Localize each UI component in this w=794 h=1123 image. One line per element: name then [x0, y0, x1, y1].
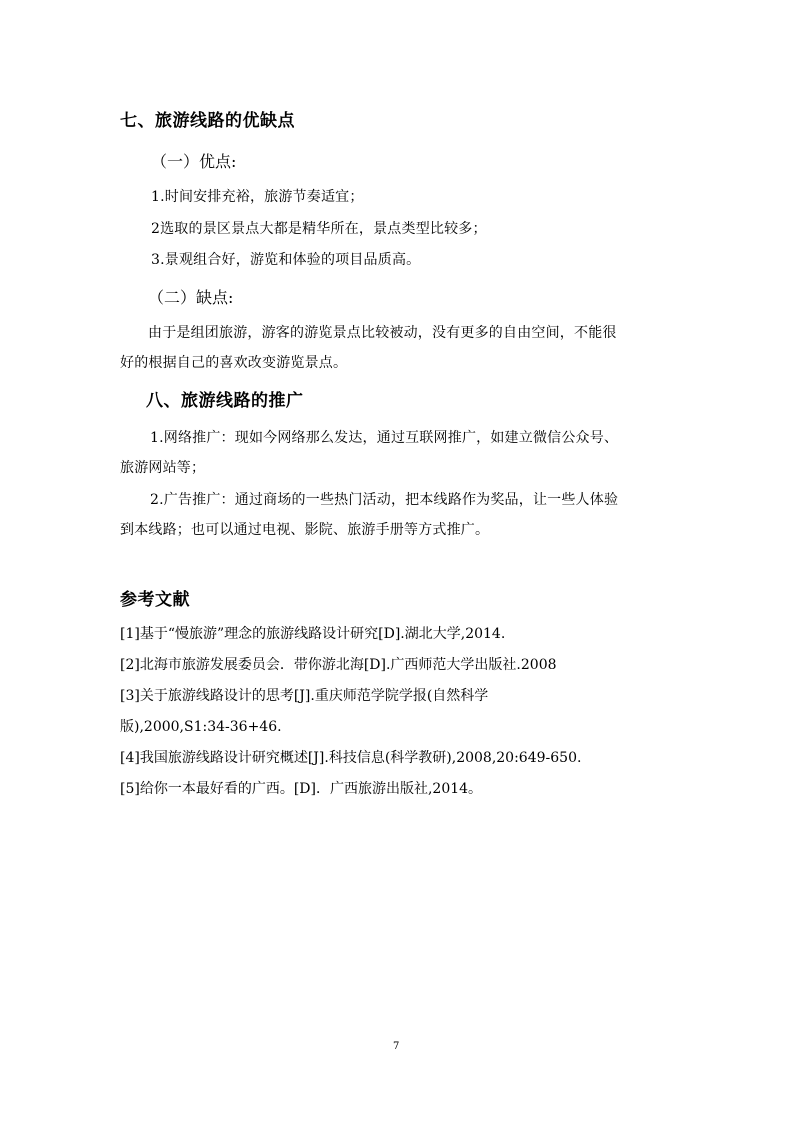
promotion-item-2-line-1: 2.广告推广：通过商场的一些热门活动，把本线路作为奖品，让一些人体验 — [150, 492, 619, 508]
section-heading-pros-cons: 七、旅游线路的优缺点 — [120, 111, 295, 131]
reference-item-5: [5]给你一本最好看的广西。[D]．广西旅游出版社,2014。 — [120, 781, 483, 797]
references-heading: 参考文献 — [120, 590, 190, 610]
reference-item-3-line-2: 版),2000,S1:34-36+46. — [120, 719, 282, 735]
subheading-cons: （二）缺点: — [148, 288, 234, 307]
promotion-item-1-line-2: 旅游网站等； — [120, 460, 206, 476]
reference-item-2: [2]北海市旅游发展委员会．带你游北海[D].广西师范大学出版社.2008 — [120, 657, 557, 673]
promotion-item-1-line-1: 1.网络推广：现如今网络那么发达，通过互联网推广，如建立微信公众号、 — [150, 430, 619, 446]
subheading-pros: （一）优点: — [151, 152, 237, 171]
pros-item-1: 1.时间安排充裕，旅游节奏适宜； — [151, 189, 364, 205]
cons-paragraph-line-2: 好的根据自己的喜欢改变游览景点。 — [120, 355, 348, 371]
section-heading-promotion: 八、旅游线路的推广 — [146, 391, 304, 411]
reference-item-1: [1]基于“慢旅游”理念的旅游线路设计研究[D].湖北大学,2014. — [120, 626, 506, 642]
reference-item-4: [4]我国旅游线路设计研究概述[J].科技信息(科学教研),2008,20:649-650. — [120, 750, 582, 766]
page-number: 7 — [393, 1041, 400, 1052]
pros-item-2: 2选取的景区景点大都是精华所在，景点类型比较多； — [151, 221, 487, 237]
promotion-item-2-line-2: 到本线路；也可以通过电视、影院、旅游手册等方式推广。 — [120, 522, 490, 538]
pros-item-3: 3.景观组合好，游览和体验的项目品质高。 — [151, 252, 421, 268]
reference-item-3-line-1: [3]关于旅游线路设计的思考[J].重庆师范学院学报(自然科学 — [120, 688, 489, 704]
cons-paragraph-line-1: 由于是组团旅游，游客的游览景点比较被动，没有更多的自由空间，不能很 — [148, 325, 617, 341]
